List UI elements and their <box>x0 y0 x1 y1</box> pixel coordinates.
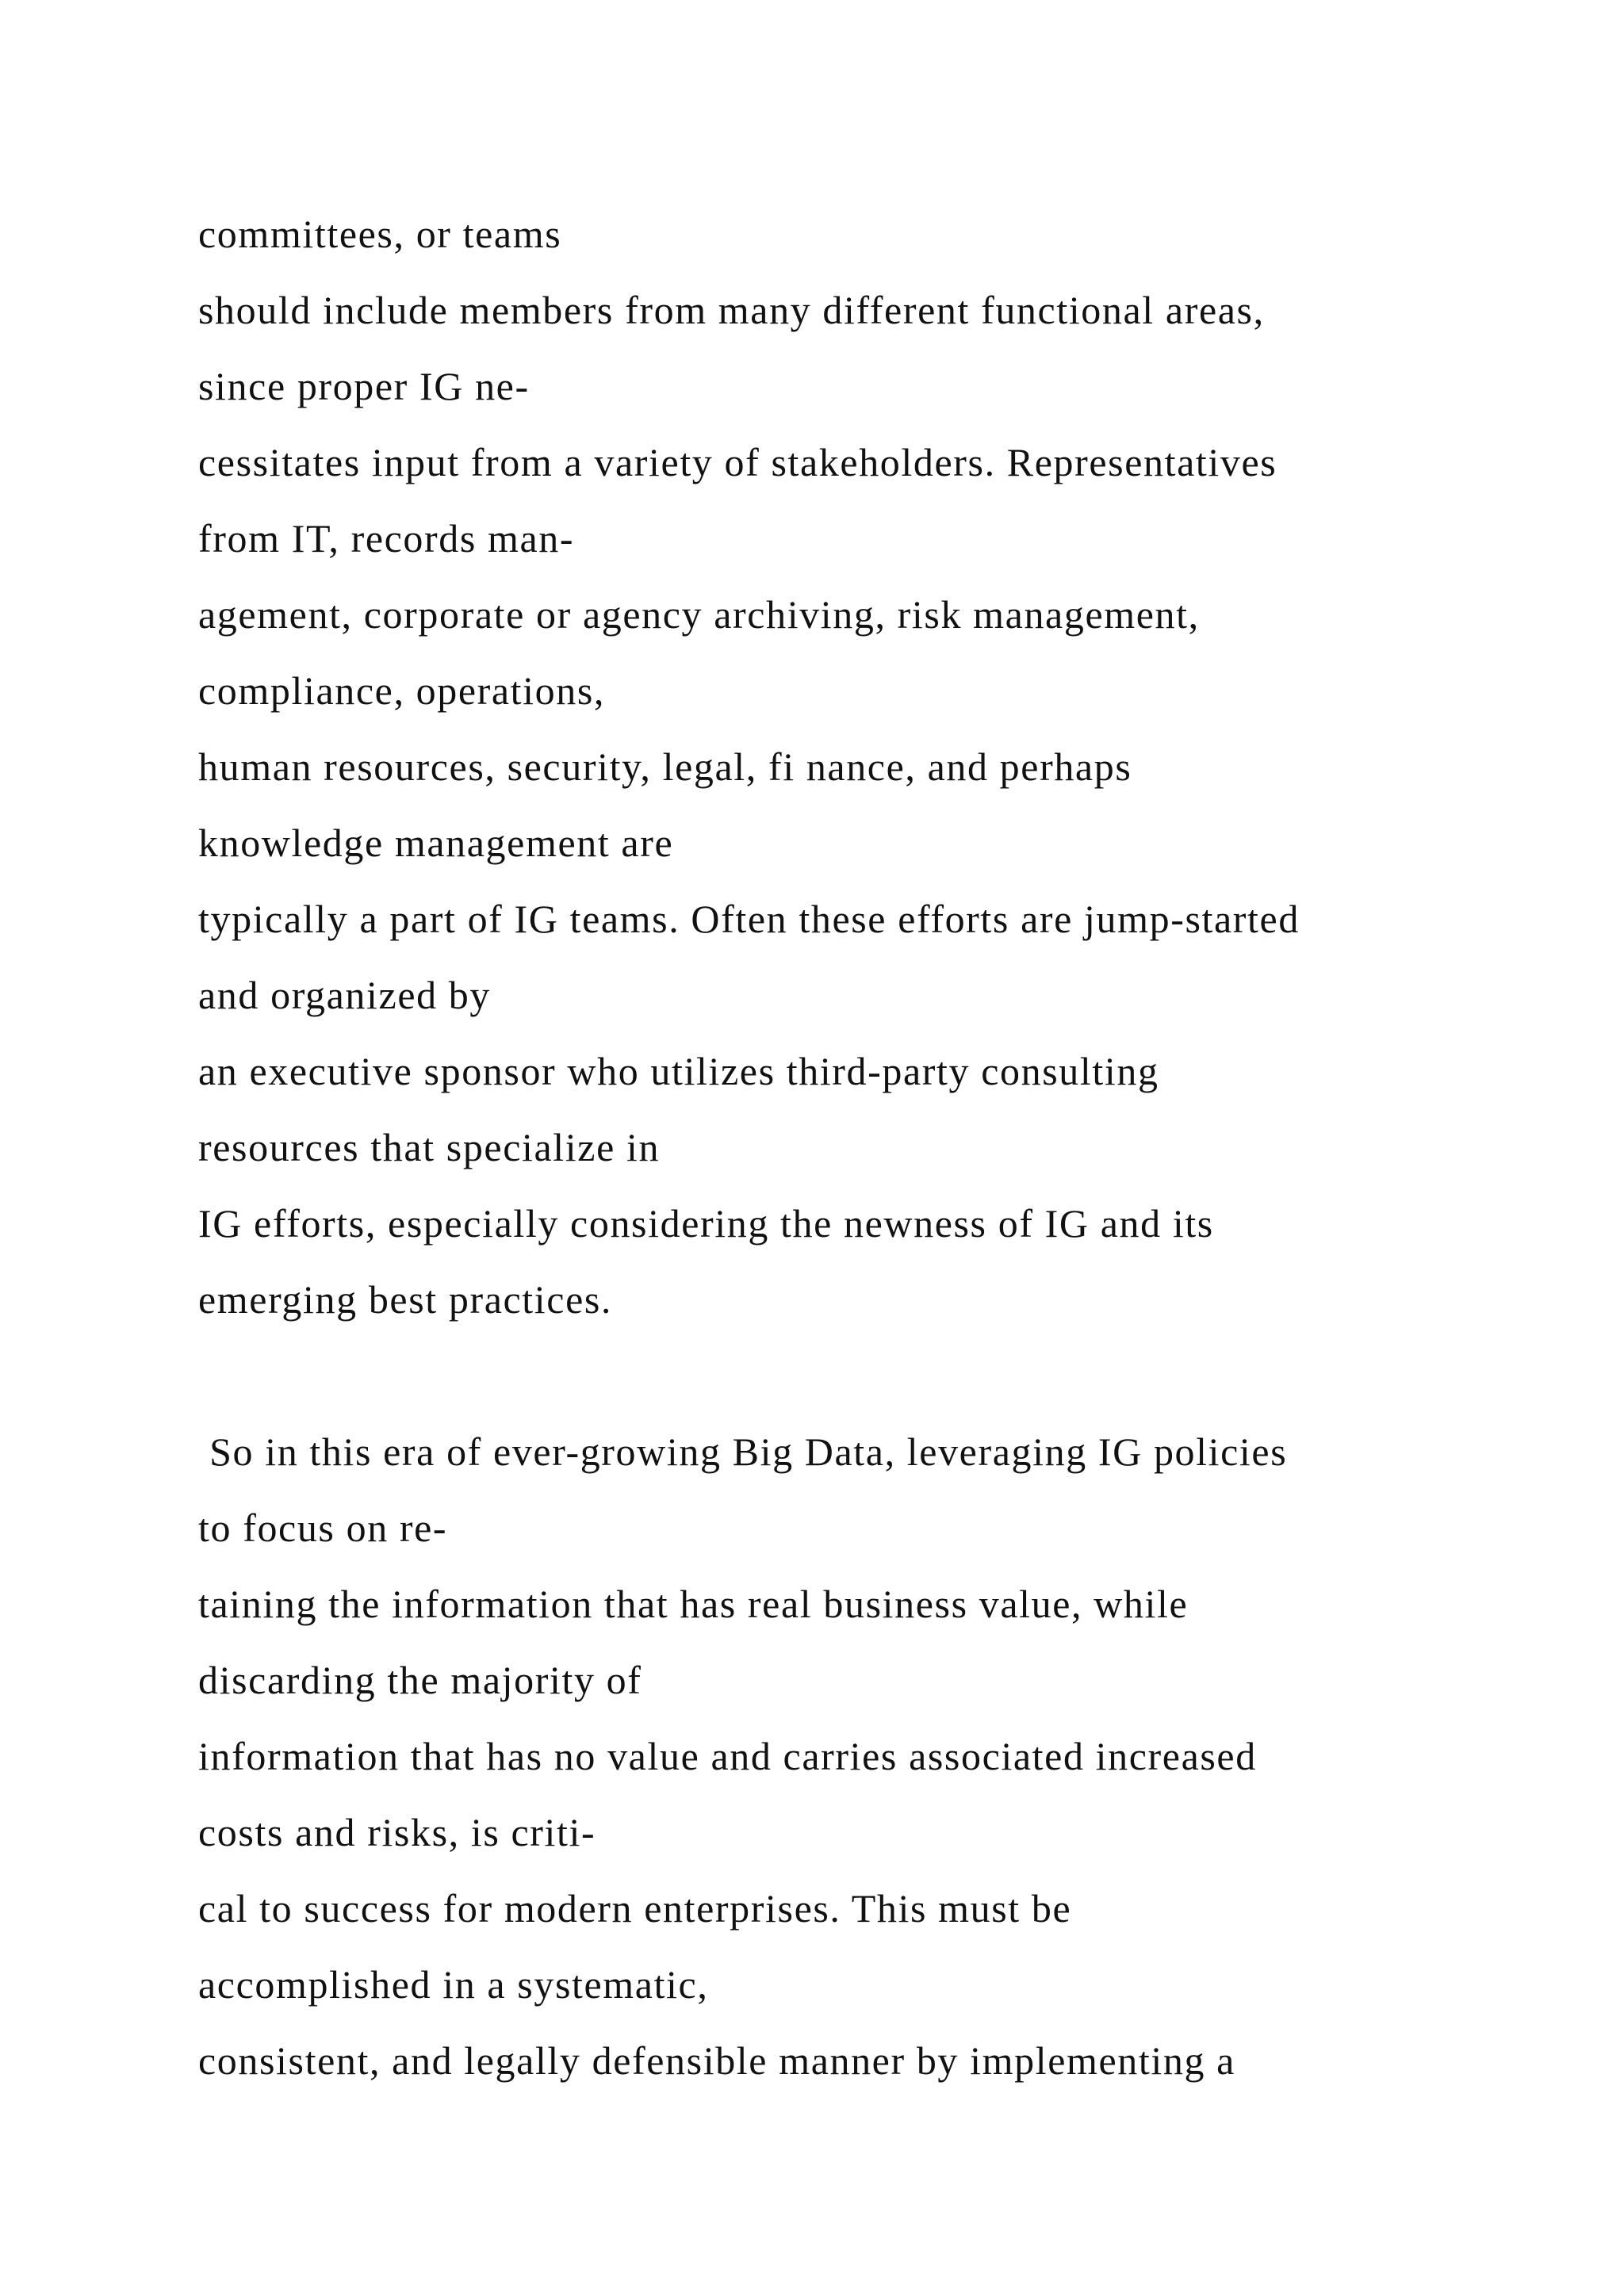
paragraph-2 <box>198 1414 1546 2099</box>
text-line: emerging best practices. <box>198 1277 613 1322</box>
paragraph-gap <box>198 1337 1546 1414</box>
text-line: information that has no value and carries associated increased <box>198 1734 1257 1778</box>
text-line: cal to success for modern enterprises. This must be <box>198 1886 1072 1931</box>
text-line: cessitates input from a variety of stakeholders. Representatives <box>198 440 1277 484</box>
text-line: to focus on re- <box>198 1506 448 1550</box>
text-line: agement, corporate or agency archiving, risk management, <box>198 592 1200 637</box>
text-line: and organized by <box>198 973 492 1017</box>
text-line: costs and risks, is criti- <box>198 1810 596 1854</box>
text-line: should include members from many different functional areas, <box>198 288 1265 332</box>
text-line: from IT, records man- <box>198 516 575 561</box>
text-line: typically a part of IG teams. Often these efforts are jump-started <box>198 897 1300 941</box>
text-line: committees, or teams <box>198 212 562 256</box>
text-line: an executive sponsor who utilizes third-party consulting <box>198 1049 1159 1093</box>
text-line: compliance, operations, <box>198 668 606 713</box>
text-line: taining the information that has real business value, while <box>198 1582 1189 1626</box>
text-line: accomplished in a systematic, <box>198 1962 709 2007</box>
paragraph-1 <box>198 196 1546 1337</box>
text-line: resources that specialize in <box>198 1125 661 1169</box>
text-line: IG efforts, especially considering the newness of IG and its <box>198 1201 1214 1246</box>
text-line: consistent, and legally defensible manner by implementing a <box>198 2038 1235 2083</box>
text-line: So in this era of ever-growing Big Data, leveraging IG policies <box>198 1429 1288 1474</box>
text-line: knowledge management are <box>198 821 674 865</box>
text-line: discarding the majority of <box>198 1658 642 1702</box>
text-line: since proper IG ne- <box>198 364 530 408</box>
text-line: human resources, security, legal, fi nance, and perhaps <box>198 744 1132 789</box>
document-body <box>198 196 1546 2099</box>
